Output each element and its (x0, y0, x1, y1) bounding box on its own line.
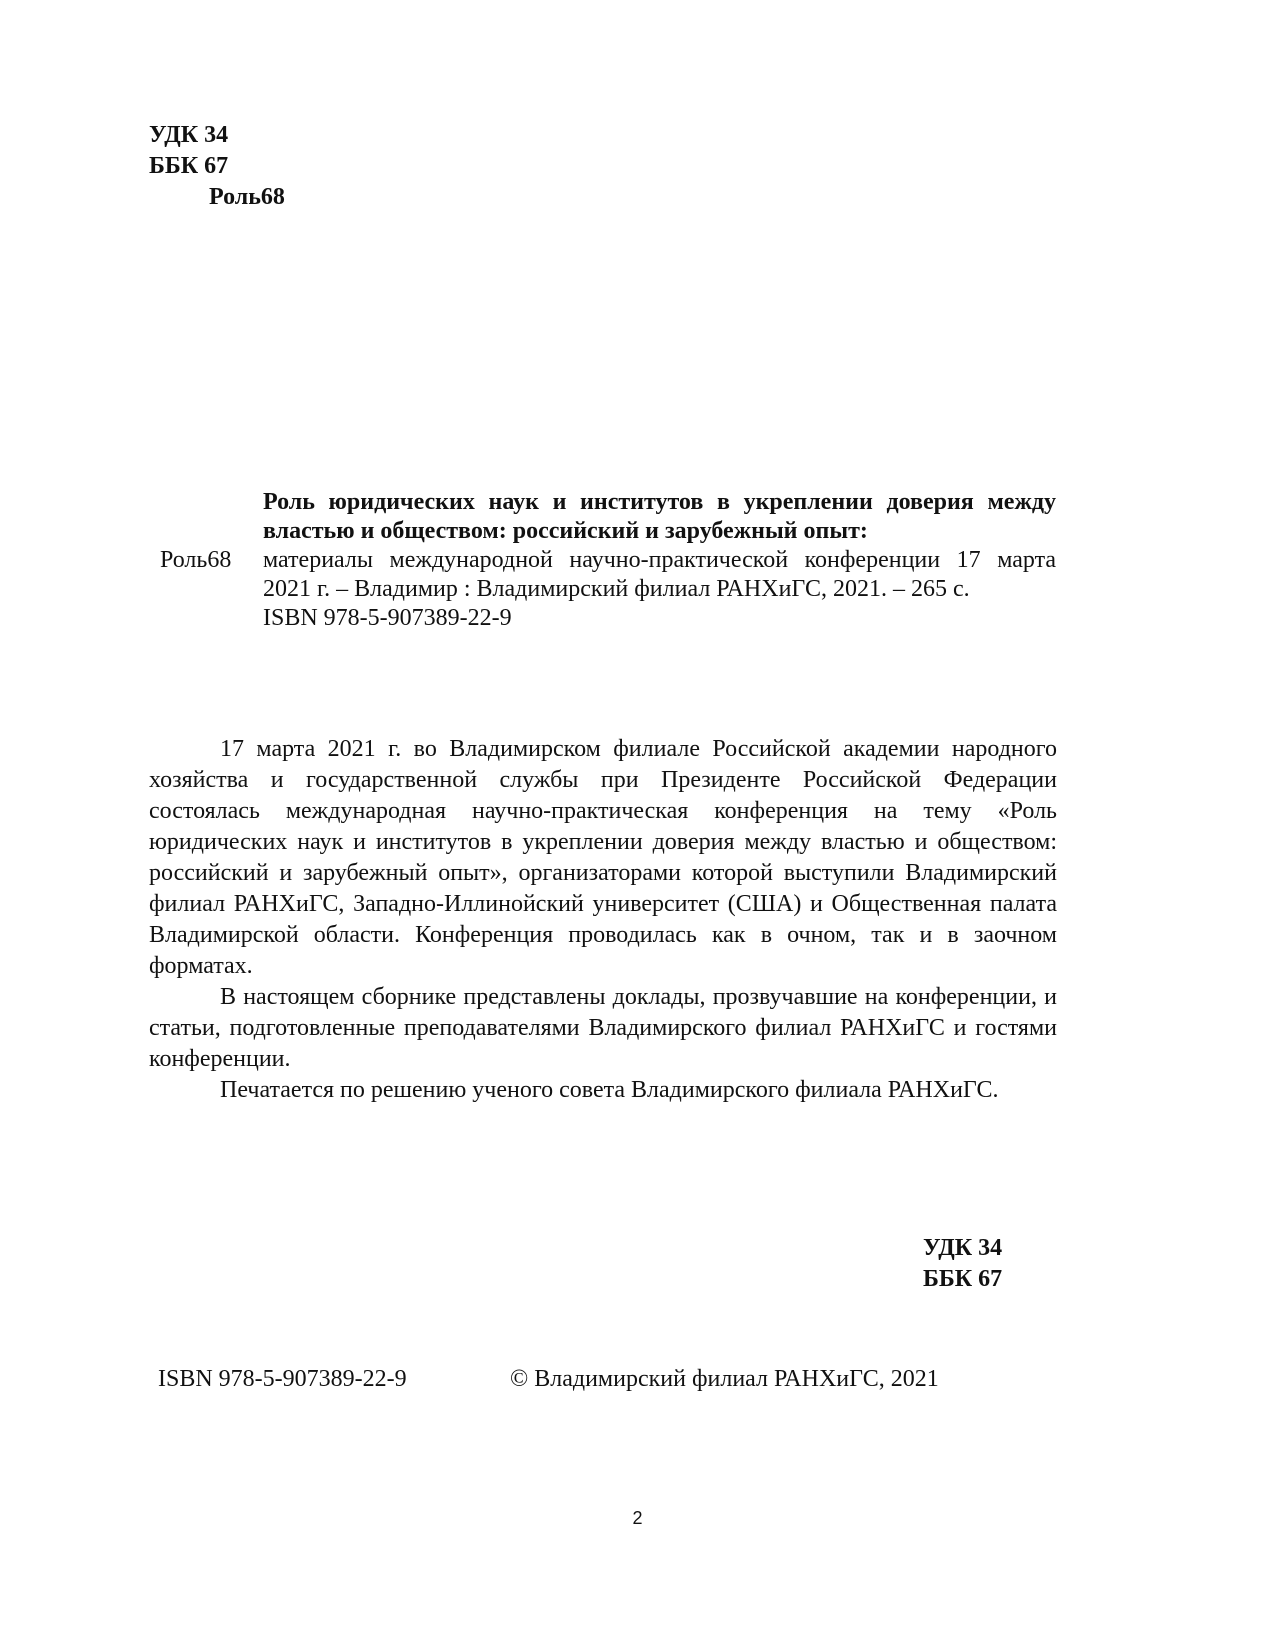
page-number: 2 (632, 1508, 643, 1528)
udk-code: УДК 34 (149, 122, 229, 148)
author-sign: Роль68 (209, 184, 285, 210)
card-author-sign: Роль68 (160, 547, 232, 573)
card-isbn: ISBN 978-5-907389-22-9 (263, 605, 512, 631)
footer-udk-code: УДК 34 (923, 1235, 1003, 1261)
abstract-paragraph: Печатается по решению ученого совета Владимирского филиала РАНХиГС. (220, 1077, 999, 1103)
bbk-code: ББК 67 (149, 153, 229, 179)
footer-bbk-code: ББК 67 (923, 1266, 1003, 1292)
footer-classification (923, 1233, 1002, 1295)
card-title: Роль юридических наук и институтов в укреплении доверия между властью и обществом: российский и зарубежный опыт: (263, 489, 1056, 544)
copyright: © Владимирский филиал РАНХиГС, 2021 (510, 1366, 939, 1392)
abstract-paragraph: В настоящем сборнике представлены доклады, прозвучавшие на конференции, и статьи, подготовленные преподавателями Владимирского филиал РАНХиГС и гостями конференции. (149, 984, 1057, 1072)
footer-isbn: ISBN 978-5-907389-22-9 (158, 1366, 407, 1392)
abstract-paragraph: 17 марта 2021 г. во Владимирском филиале Российской академии народного хозяйства и государственной службы при Президенте Российской Федерации состоялась международная научно-практическая конференция на тему «Роль юридических наук и институтов в укреплении доверия между властью и обществом: российский и зарубежный опыт», организаторами которой выступили Владимирский филиал РАНХиГС, Западно-Иллинойский университет (США) и Общественная палата Владимирской области. Конференция проводилась как в очном, так и в заочном форматах. (149, 736, 1057, 979)
header-classification (149, 120, 285, 213)
abstract (149, 734, 1057, 1106)
card-subtitle: материалы международной научно-практической конференции 17 марта 2021 г. – Владимир : Владимирский филиал РАНХиГС, 2021. – 265 с. (263, 547, 1056, 602)
card-description (263, 488, 1056, 633)
